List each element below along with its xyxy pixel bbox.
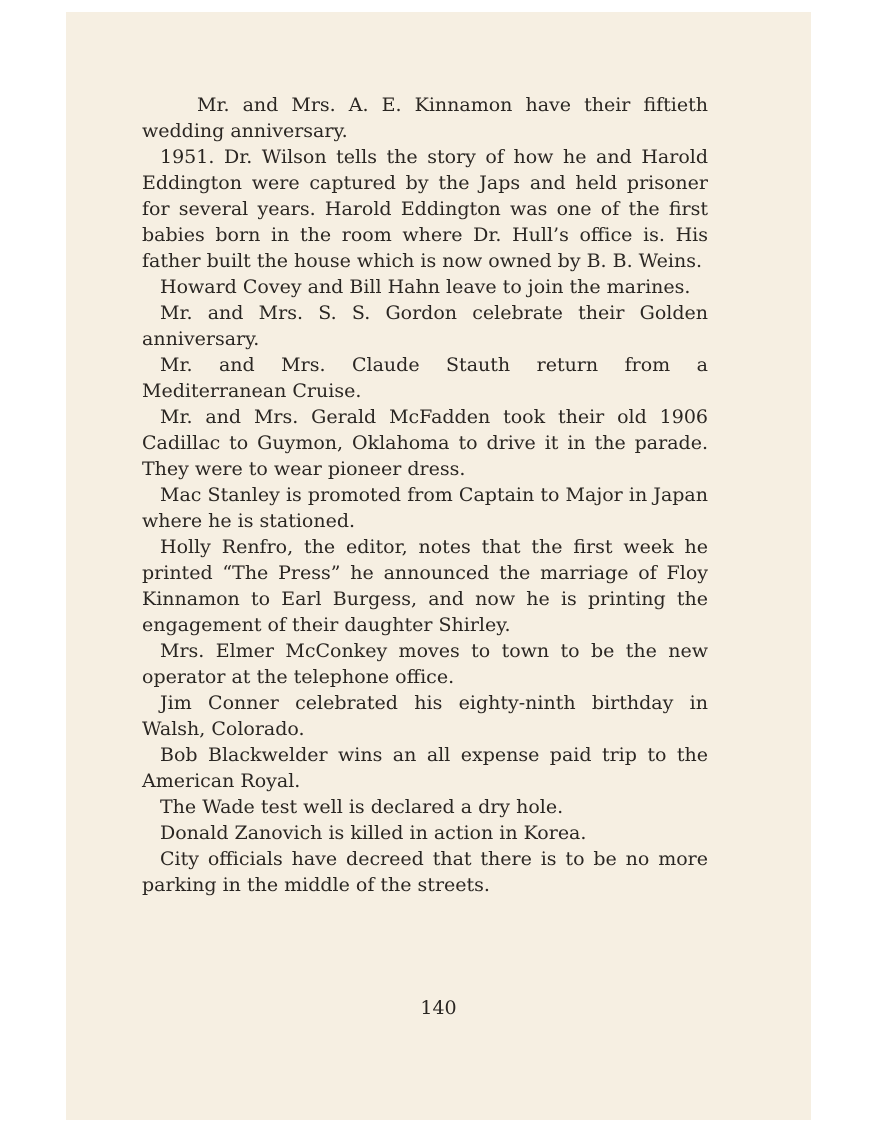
paragraph-mcfadden-cadillac: Mr. and Mrs. Gerald McFadden took their old 1906 Cadillac to Guymon, Oklahoma to drive it in the parade. They were to wear pioneer dress. [142, 406, 708, 480]
paragraph-kinnamon-anniversary: Mr. and Mrs. A. E. Kinnamon have their fiftieth wedding anniversary. [142, 94, 708, 142]
paragraph-mcconkey-operator: Mrs. Elmer McConkey moves to town to be the new operator at the telephone office. [142, 640, 708, 688]
paragraph-zanovich-korea: Donald Zanovich is killed in action in Korea. [160, 822, 587, 844]
paragraph-covey-hahn: Howard Covey and Bill Hahn leave to join the marines. [160, 276, 691, 298]
paragraph-parking-decree: City officials have decreed that there is to be no more parking in the middle of the streets. [142, 848, 708, 896]
paragraph-conner-birthday: Jim Conner celebrated his eighty-ninth birthday in Walsh, Colorado. [142, 692, 708, 740]
paragraph-stauth-cruise: Mr. and Mrs. Claude Stauth return from a Mediterranean Cruise. [142, 354, 708, 402]
paragraph-wilson-eddington: 1951. Dr. Wilson tells the story of how he and Harold Eddington were captured by the Japs and held prisoner for several years. Harold Eddington was one of the first babies born in the room where Dr. Hull’s office is. His father built the house which is now owned by B. B. Weins. [142, 146, 708, 272]
paragraph-gordon-anniversary: Mr. and Mrs. S. S. Gordon celebrate their Golden anniversary. [142, 302, 708, 350]
paragraph-blackwelder-trip: Bob Blackwelder wins an all expense paid trip to the American Royal. [142, 744, 708, 792]
book-page [66, 12, 811, 1120]
paragraph-renfro-press: Holly Renfro, the editor, notes that the first week he printed “The Press” he announced the marriage of Floy Kinnamon to Earl Burgess, and now he is printing the engagement of their daughter Shirley. [142, 536, 708, 636]
paragraph-stanley-promotion: Mac Stanley is promoted from Captain to Major in Japan where he is stationed. [142, 484, 708, 532]
body-text [142, 92, 708, 898]
paragraph-wade-well: The Wade test well is declared a dry hole. [160, 796, 564, 818]
page-number: 140 [420, 997, 457, 1019]
